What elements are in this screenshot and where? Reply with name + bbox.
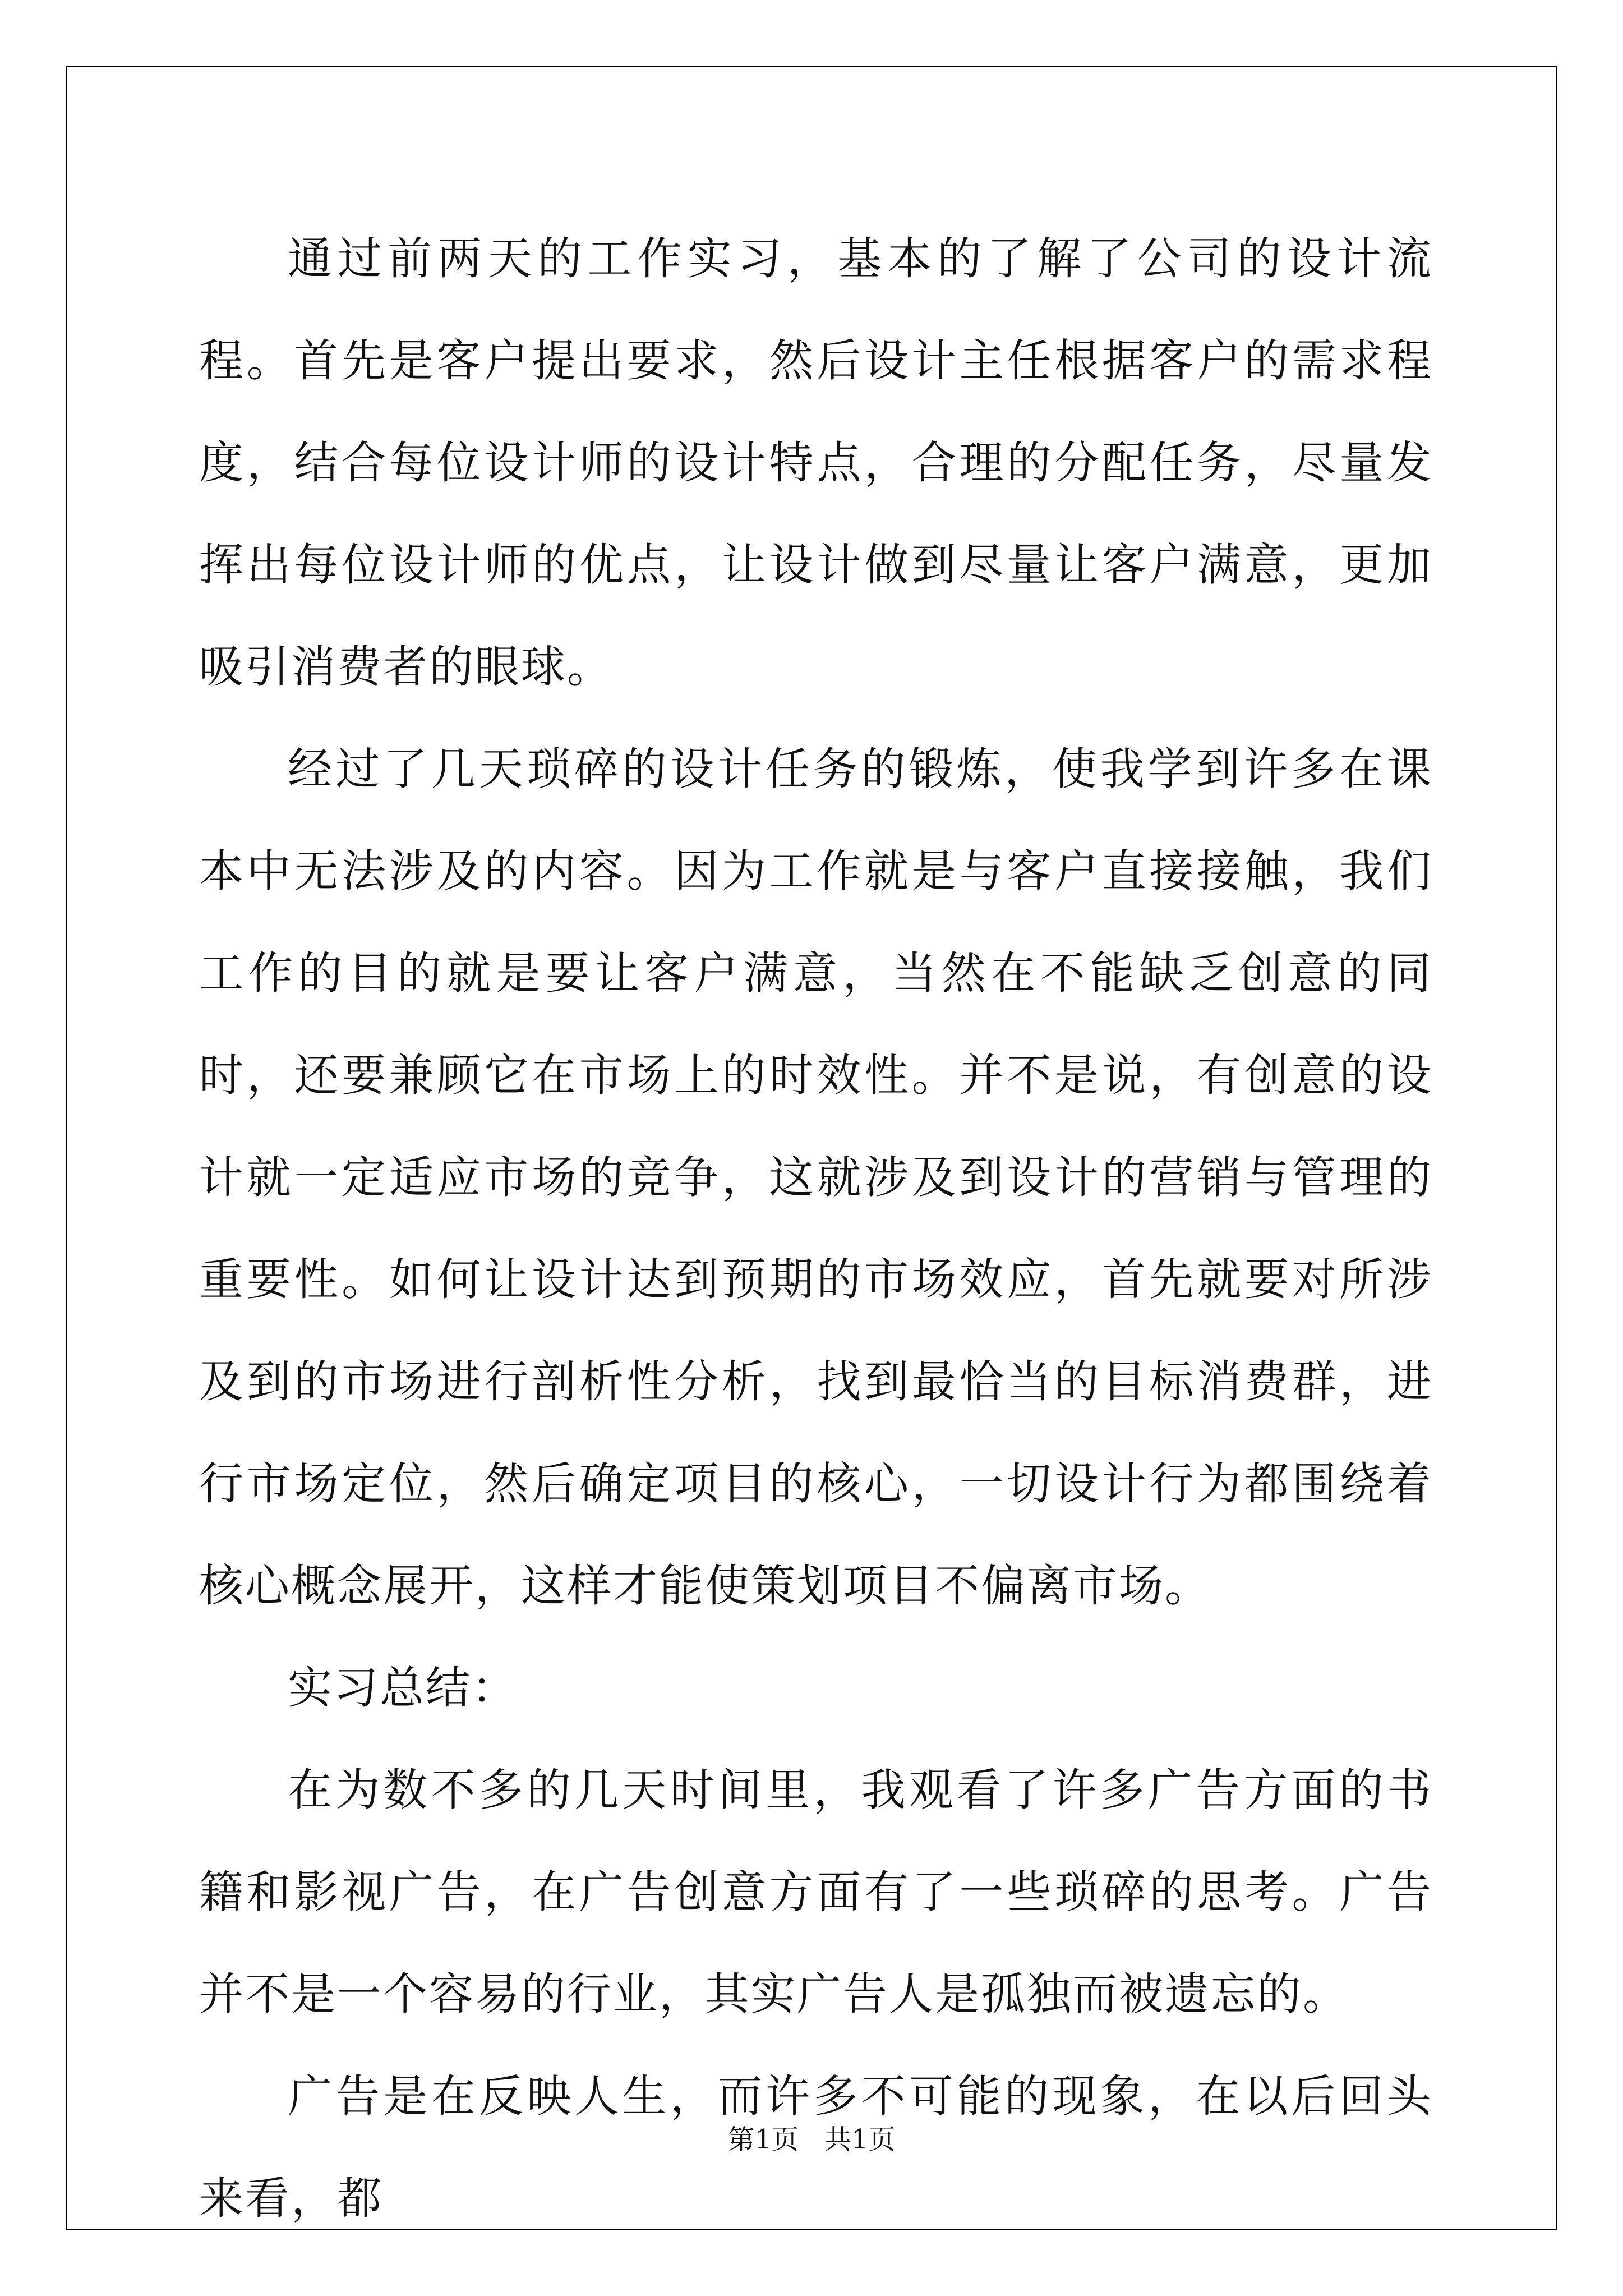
paragraph-3: 在为数不多的几天时间里，我观看了许多广告方面的书籍和影视广告，在广告创意方面有了一些琐碎的思考。广告并不是一个容易的行业，其实广告人是孤独而被遗忘的。	[199, 1764, 1433, 2020]
document-body	[199, 208, 1433, 2249]
paragraph-1: 通过前两天的工作实习，基本的了解了公司的设计流程。首先是客户提出要求，然后设计主任根据客户的需求程度，结合每位设计师的设计特点，合理的分配任务，尽量发挥出每位设计师的优点，让设计做到尽量让客户满意，更加吸引消费者的眼球。	[199, 233, 1433, 693]
paragraph-4: 广告是在反映人生，而许多不可能的现象，在以后回头来看，都	[199, 2070, 1433, 2224]
page-footer	[0, 2118, 1623, 2156]
section-heading: 实习总结：	[288, 1662, 518, 1714]
paragraph-2: 经过了几天琐碎的设计任务的锻炼，使我学到许多在课本中无法涉及的内容。因为工作就是与客户直接接触，我们工作的目的就是要让客户满意，当然在不能缺乏创意的同时，还要兼顾它在市场上的时效性。并不是说，有创意的设计就一定适应市场的竞争，这就涉及到设计的营销与管理的重要性。如何让设计达到预期的市场效应，首先就要对所涉及到的市场进行剖析性分析，找到最恰当的目标消费群，进行市场定位，然后确定项目的核心，一切设计行为都围绕着核心概念展开，这样才能使策划项目不偏离市场。	[199, 743, 1433, 1612]
page-number: 第1页 共1页	[727, 2124, 896, 2155]
